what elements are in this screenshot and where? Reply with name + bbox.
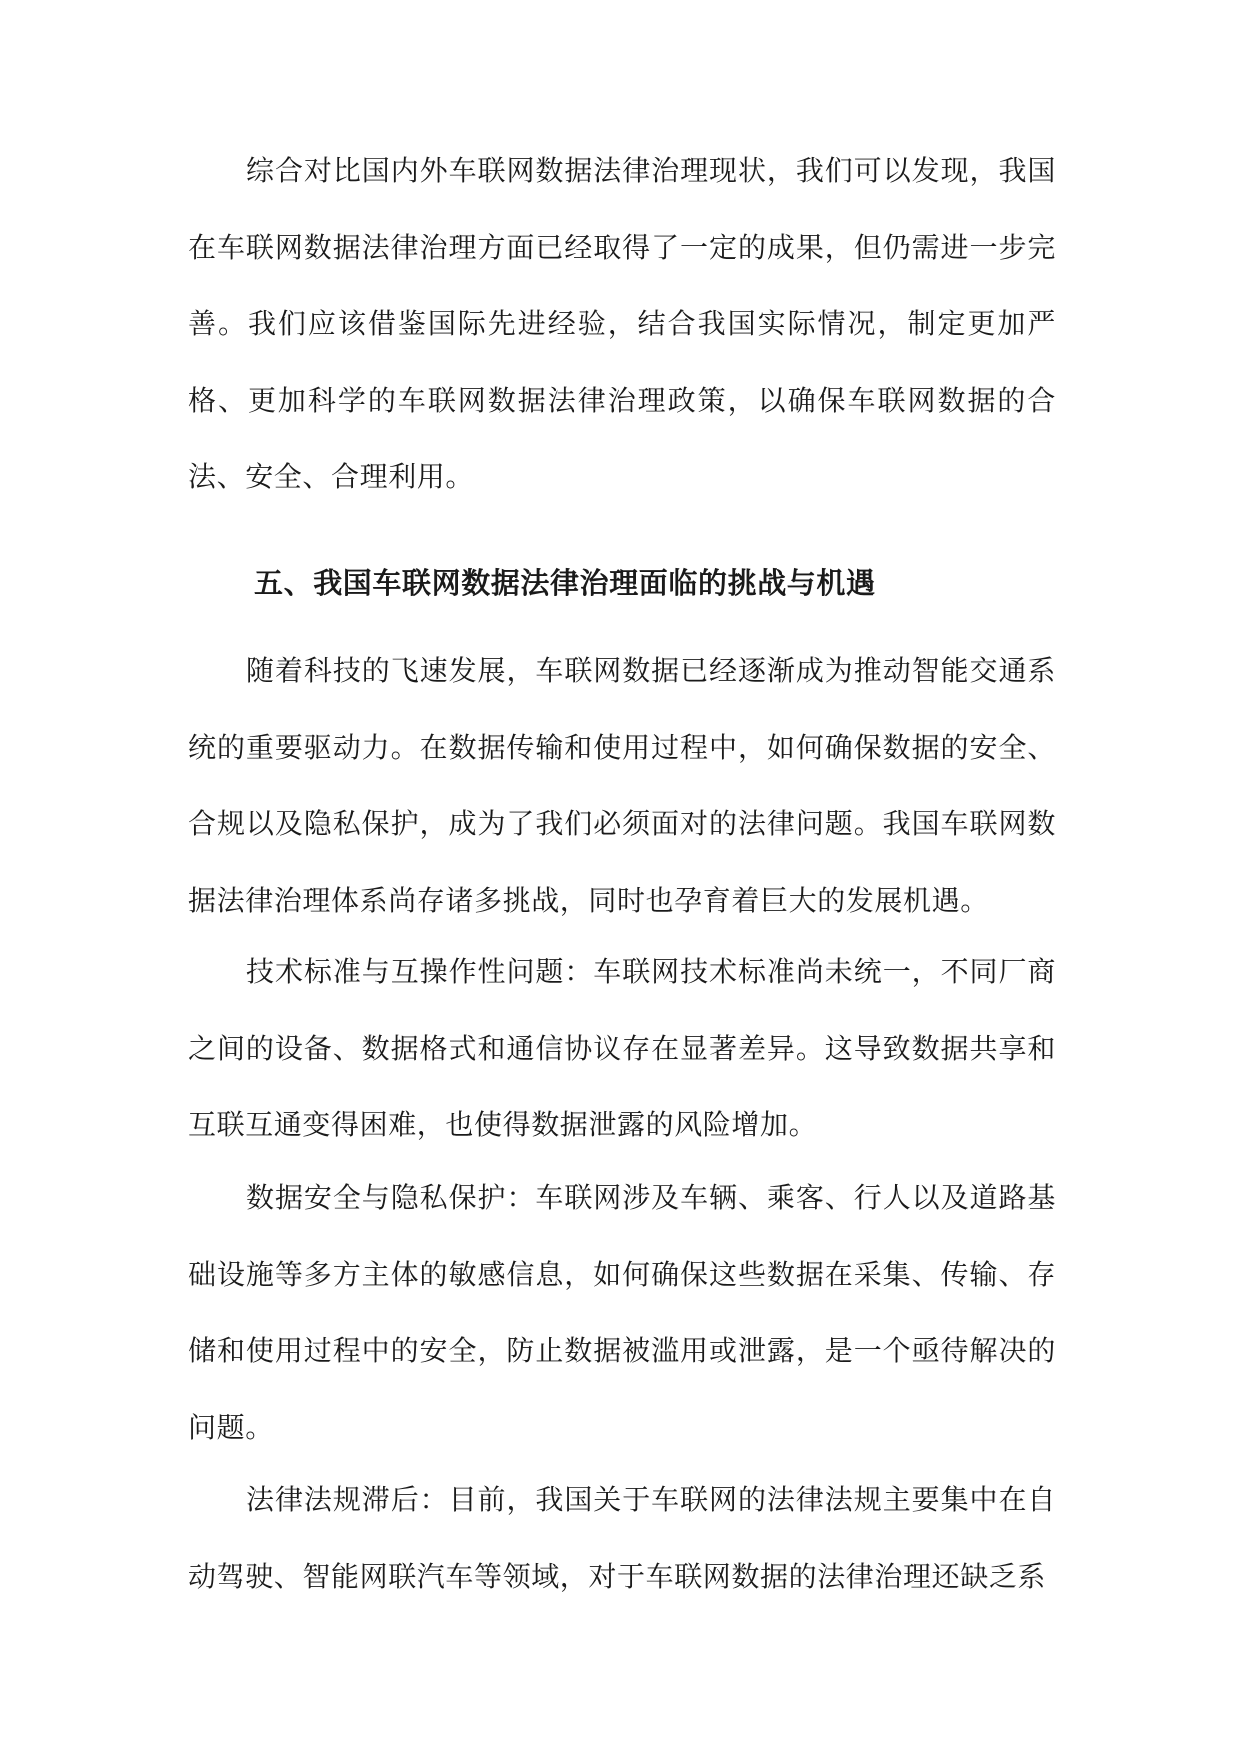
body-paragraph: 数据安全与隐私保护：车联网涉及车辆、乘客、行人以及道路基础设施等多方主体的敏感信息，如何确保这些数据在采集、传输、存储和使用过程中的安全，防止数据被滥用或泄露，是一个亟待解决的问题。 xyxy=(188,1181,1056,1444)
section-heading: 五、我国车联网数据法律治理面临的挑战与机遇 xyxy=(254,566,876,600)
body-paragraph: 法律法规滞后：目前，我国关于车联网的法律法规主要集中在自动驾驶、智能网联汽车等领域，对于车联网数据的法律治理还缺乏系 xyxy=(188,1483,1056,1593)
body-paragraph: 综合对比国内外车联网数据法律治理现状，我们可以发现，我国在车联网数据法律治理方面已经取得了一定的成果，但仍需进一步完善。我们应该借鉴国际先进经验，结合我国实际情况，制定更加严格、更加科学的车联网数据法律治理政策，以确保车联网数据的合法、安全、合理利用。 xyxy=(188,154,1056,493)
body-paragraph: 技术标准与互操作性问题：车联网技术标准尚未统一，不同厂商之间的设备、数据格式和通信协议存在显著差异。这导致数据共享和互联互通变得困难，也使得数据泄露的风险增加。 xyxy=(188,955,1056,1141)
body-paragraph: 随着科技的飞速发展，车联网数据已经逐渐成为推动智能交通系统的重要驱动力。在数据传输和使用过程中，如何确保数据的安全、合规以及隐私保护，成为了我们必须面对的法律问题。我国车联网数据法律治理体系尚存诸多挑战，同时也孕育着巨大的发展机遇。 xyxy=(188,654,1056,917)
